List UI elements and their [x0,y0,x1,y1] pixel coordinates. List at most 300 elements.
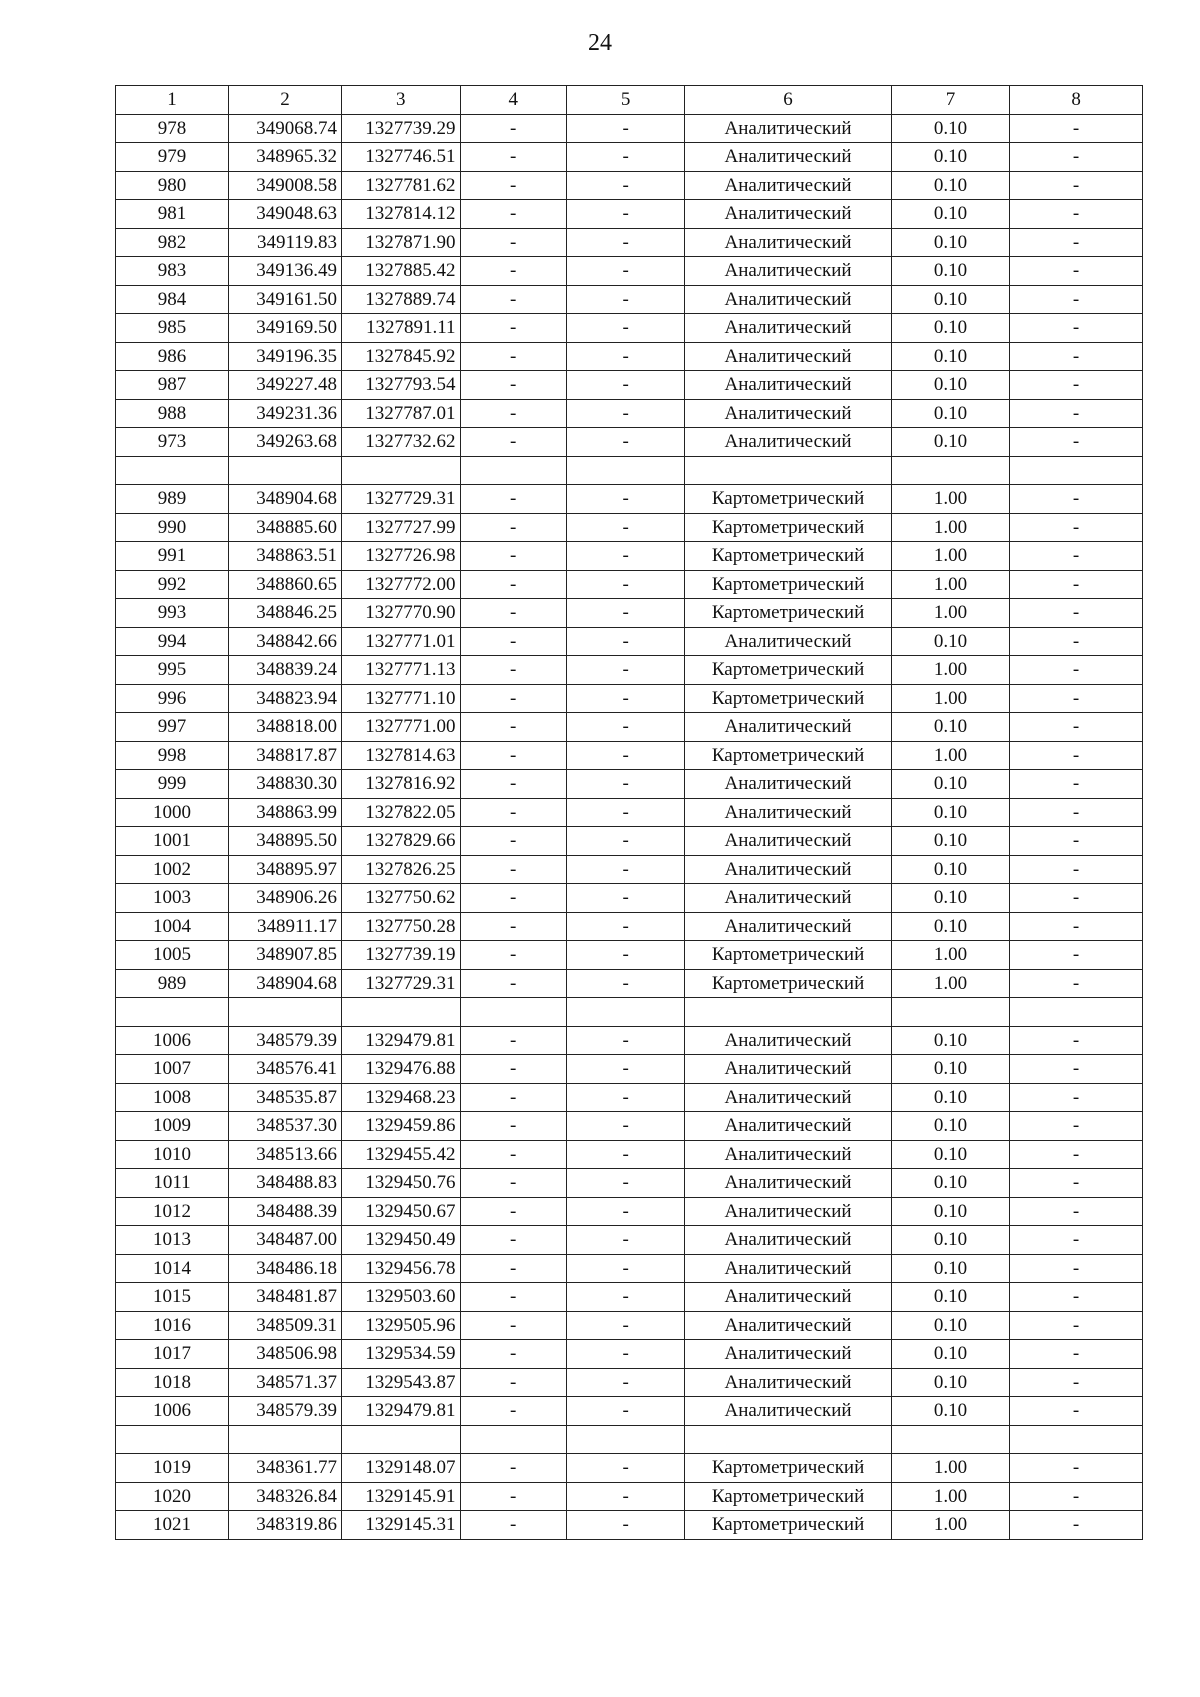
cell-x-coordinate: 348907.85 [229,941,342,970]
cell-point-number: 998 [116,741,229,770]
cell-col-4: - [460,684,566,713]
cell-col-4: - [460,1226,566,1255]
cell-x-coordinate: 348513.66 [229,1140,342,1169]
cell-col-5: - [566,428,685,457]
cell-y-coordinate: 1327829.66 [342,827,461,856]
cell-col-8: - [1010,1454,1143,1483]
table-row [116,1226,1143,1255]
cell-y-coordinate: 1327885.42 [342,257,461,286]
cell-col-8: - [1010,171,1143,200]
column-header-3: 3 [342,86,461,115]
cell-x-coordinate: 348488.39 [229,1197,342,1226]
cell-point-number: 994 [116,627,229,656]
cell-method [685,456,891,485]
cell-y-coordinate: 1329468.23 [342,1083,461,1112]
cell-y-coordinate: 1327770.90 [342,599,461,628]
cell-point-number: 1012 [116,1197,229,1226]
cell-col-5: - [566,1311,685,1340]
cell-point-number: 1009 [116,1112,229,1141]
cell-x-coordinate: 348904.68 [229,969,342,998]
cell-col-4: - [460,1511,566,1540]
cell-col-4 [460,1425,566,1454]
cell-col-4: - [460,884,566,913]
cell-x-coordinate: 348904.68 [229,485,342,514]
cell-col-8: - [1010,570,1143,599]
cell-col-8: - [1010,1254,1143,1283]
cell-x-coordinate: 348895.97 [229,855,342,884]
table-row [116,200,1143,229]
cell-col-4: - [460,542,566,571]
cell-col-8: - [1010,1397,1143,1426]
cell-col-4: - [460,1197,566,1226]
cell-y-coordinate: 1327750.28 [342,912,461,941]
cell-x-coordinate: 348535.87 [229,1083,342,1112]
cell-accuracy: 0.10 [891,114,1010,143]
cell-col-4: - [460,257,566,286]
cell-col-8: - [1010,428,1143,457]
cell-method: Аналитический [685,1311,891,1340]
cell-y-coordinate: 1327781.62 [342,171,461,200]
cell-accuracy [891,1425,1010,1454]
cell-col-5: - [566,741,685,770]
cell-method: Аналитический [685,1283,891,1312]
cell-col-4: - [460,342,566,371]
cell-method: Аналитический [685,627,891,656]
cell-accuracy: 1.00 [891,570,1010,599]
cell-col-8 [1010,456,1143,485]
cell-col-4: - [460,314,566,343]
cell-method: Картометрический [685,656,891,685]
table-row [116,114,1143,143]
cell-point-number: 987 [116,371,229,400]
cell-col-5: - [566,1511,685,1540]
cell-method: Картометрический [685,570,891,599]
cell-col-4 [460,998,566,1027]
cell-point-number [116,1425,229,1454]
cell-col-5: - [566,827,685,856]
cell-method: Аналитический [685,713,891,742]
cell-col-5 [566,456,685,485]
cell-point-number: 1006 [116,1026,229,1055]
cell-method: Аналитический [685,1340,891,1369]
cell-col-8: - [1010,200,1143,229]
table-row [116,1368,1143,1397]
cell-y-coordinate: 1327772.00 [342,570,461,599]
cell-accuracy: 0.10 [891,1340,1010,1369]
cell-x-coordinate: 348571.37 [229,1368,342,1397]
cell-point-number: 989 [116,485,229,514]
cell-point-number: 981 [116,200,229,229]
cell-x-coordinate: 349008.58 [229,171,342,200]
cell-accuracy: 1.00 [891,1454,1010,1483]
cell-method: Аналитический [685,1026,891,1055]
cell-col-5: - [566,941,685,970]
cell-x-coordinate: 348486.18 [229,1254,342,1283]
cell-col-8: - [1010,1055,1143,1084]
cell-col-4: - [460,827,566,856]
cell-y-coordinate: 1327891.11 [342,314,461,343]
cell-accuracy: 0.10 [891,1283,1010,1312]
cell-col-4: - [460,770,566,799]
table-row [116,1169,1143,1198]
cell-method: Аналитический [685,285,891,314]
cell-method: Аналитический [685,798,891,827]
cell-method: Аналитический [685,1140,891,1169]
table-row [116,143,1143,172]
cell-col-8: - [1010,257,1143,286]
cell-col-4: - [460,941,566,970]
cell-y-coordinate: 1329145.31 [342,1511,461,1540]
cell-x-coordinate: 349048.63 [229,200,342,229]
cell-col-8: - [1010,114,1143,143]
cell-x-coordinate: 348846.25 [229,599,342,628]
cell-point-number: 1017 [116,1340,229,1369]
cell-col-4: - [460,485,566,514]
cell-method: Картометрический [685,513,891,542]
cell-col-8: - [1010,855,1143,884]
cell-x-coordinate: 348906.26 [229,884,342,913]
table-row [116,371,1143,400]
cell-col-8: - [1010,1482,1143,1511]
cell-point-number: 1014 [116,1254,229,1283]
table-row [116,656,1143,685]
cell-y-coordinate: 1329459.86 [342,1112,461,1141]
cell-accuracy: 0.10 [891,285,1010,314]
cell-y-coordinate: 1329534.59 [342,1340,461,1369]
cell-x-coordinate: 349136.49 [229,257,342,286]
cell-accuracy: 0.10 [891,1226,1010,1255]
cell-accuracy: 0.10 [891,1112,1010,1141]
cell-accuracy: 1.00 [891,1482,1010,1511]
cell-method: Аналитический [685,257,891,286]
cell-accuracy: 0.10 [891,342,1010,371]
cell-y-coordinate: 1327729.31 [342,969,461,998]
cell-y-coordinate: 1327771.13 [342,656,461,685]
cell-x-coordinate: 349119.83 [229,228,342,257]
cell-accuracy: 0.10 [891,713,1010,742]
cell-col-4: - [460,228,566,257]
cell-y-coordinate: 1329145.91 [342,1482,461,1511]
table-row [116,342,1143,371]
cell-point-number [116,456,229,485]
cell-accuracy: 1.00 [891,513,1010,542]
cell-col-8: - [1010,741,1143,770]
cell-point-number: 985 [116,314,229,343]
table-row [116,627,1143,656]
cell-col-8: - [1010,1083,1143,1112]
cell-x-coordinate: 348830.30 [229,770,342,799]
cell-col-5: - [566,228,685,257]
cell-col-8: - [1010,1340,1143,1369]
cell-y-coordinate: 1327739.29 [342,114,461,143]
cell-col-5: - [566,969,685,998]
cell-accuracy: 1.00 [891,656,1010,685]
table-row [116,798,1143,827]
cell-col-4: - [460,1340,566,1369]
cell-accuracy: 0.10 [891,314,1010,343]
cell-col-5: - [566,513,685,542]
cell-col-5: - [566,1254,685,1283]
cell-y-coordinate: 1327816.92 [342,770,461,799]
cell-accuracy: 1.00 [891,969,1010,998]
column-header-6: 6 [685,86,891,115]
cell-point-number: 978 [116,114,229,143]
cell-x-coordinate: 348911.17 [229,912,342,941]
cell-col-8: - [1010,1140,1143,1169]
cell-x-coordinate: 348579.39 [229,1397,342,1426]
cell-col-4: - [460,1112,566,1141]
cell-point-number: 986 [116,342,229,371]
cell-col-5: - [566,884,685,913]
cell-method: Аналитический [685,342,891,371]
cell-point-number: 1010 [116,1140,229,1169]
cell-x-coordinate: 348506.98 [229,1340,342,1369]
cell-col-4: - [460,1254,566,1283]
cell-y-coordinate: 1329450.49 [342,1226,461,1255]
cell-method: Аналитический [685,171,891,200]
cell-y-coordinate: 1327826.25 [342,855,461,884]
cell-col-4: - [460,1083,566,1112]
cell-col-5 [566,998,685,1027]
cell-col-5: - [566,1112,685,1141]
cell-accuracy [891,998,1010,1027]
cell-x-coordinate: 349227.48 [229,371,342,400]
cell-col-5: - [566,143,685,172]
cell-y-coordinate: 1327729.31 [342,485,461,514]
cell-col-8: - [1010,1368,1143,1397]
cell-col-8: - [1010,912,1143,941]
cell-col-8: - [1010,684,1143,713]
cell-y-coordinate: 1327822.05 [342,798,461,827]
cell-col-4: - [460,1055,566,1084]
table-row [116,969,1143,998]
cell-col-5: - [566,1482,685,1511]
cell-accuracy: 0.10 [891,228,1010,257]
column-header-7: 7 [891,86,1010,115]
table-row [116,1311,1143,1340]
table-row [116,1055,1143,1084]
cell-method: Картометрический [685,1454,891,1483]
cell-accuracy: 0.10 [891,798,1010,827]
cell-method: Картометрический [685,599,891,628]
cell-method: Аналитический [685,314,891,343]
cell-y-coordinate: 1327750.62 [342,884,461,913]
cell-point-number: 1007 [116,1055,229,1084]
cell-method [685,1425,891,1454]
table-row [116,912,1143,941]
cell-accuracy: 0.10 [891,399,1010,428]
table-row [116,1482,1143,1511]
cell-col-5: - [566,542,685,571]
cell-x-coordinate: 348839.24 [229,656,342,685]
cell-y-coordinate [342,1425,461,1454]
table-row [116,171,1143,200]
cell-col-8: - [1010,1112,1143,1141]
cell-col-5: - [566,627,685,656]
cell-method: Аналитический [685,228,891,257]
cell-accuracy: 0.10 [891,1254,1010,1283]
cell-accuracy: 0.10 [891,884,1010,913]
cell-col-4: - [460,1368,566,1397]
table-row [116,1026,1143,1055]
cell-x-coordinate: 348863.51 [229,542,342,571]
cell-col-8: - [1010,884,1143,913]
separator-row [116,456,1143,485]
cell-x-coordinate: 349196.35 [229,342,342,371]
cell-point-number: 991 [116,542,229,571]
cell-method: Аналитический [685,1197,891,1226]
cell-col-5: - [566,399,685,428]
cell-col-4: - [460,912,566,941]
cell-accuracy: 1.00 [891,599,1010,628]
cell-point-number: 1021 [116,1511,229,1540]
column-header-4: 4 [460,86,566,115]
table-row [116,513,1143,542]
cell-y-coordinate: 1327871.90 [342,228,461,257]
cell-y-coordinate: 1327739.19 [342,941,461,970]
cell-col-8: - [1010,399,1143,428]
cell-col-5: - [566,684,685,713]
cell-point-number: 1011 [116,1169,229,1198]
cell-y-coordinate: 1327845.92 [342,342,461,371]
cell-method: Аналитический [685,884,891,913]
cell-point-number [116,998,229,1027]
column-header-1: 1 [116,86,229,115]
cell-col-4: - [460,200,566,229]
table-row [116,1197,1143,1226]
cell-col-4: - [460,713,566,742]
cell-x-coordinate: 348576.41 [229,1055,342,1084]
cell-x-coordinate [229,456,342,485]
cell-col-4: - [460,741,566,770]
cell-y-coordinate: 1327746.51 [342,143,461,172]
cell-col-4: - [460,1311,566,1340]
cell-accuracy: 0.10 [891,627,1010,656]
cell-col-8: - [1010,143,1143,172]
cell-point-number: 1019 [116,1454,229,1483]
cell-y-coordinate: 1329479.81 [342,1026,461,1055]
cell-col-4: - [460,371,566,400]
cell-point-number: 1006 [116,1397,229,1426]
cell-y-coordinate: 1329476.88 [342,1055,461,1084]
cell-col-8: - [1010,798,1143,827]
column-header-2: 2 [229,86,342,115]
cell-method: Картометрический [685,941,891,970]
cell-point-number: 1004 [116,912,229,941]
cell-x-coordinate: 349231.36 [229,399,342,428]
cell-accuracy: 0.10 [891,257,1010,286]
cell-x-coordinate [229,1425,342,1454]
cell-point-number: 1002 [116,855,229,884]
cell-col-4: - [460,1454,566,1483]
cell-point-number: 984 [116,285,229,314]
cell-col-8 [1010,1425,1143,1454]
cell-col-4: - [460,570,566,599]
cell-col-5: - [566,570,685,599]
table-row [116,399,1143,428]
cell-method: Картометрический [685,684,891,713]
cell-method: Аналитический [685,770,891,799]
cell-x-coordinate: 348818.00 [229,713,342,742]
cell-col-8: - [1010,1197,1143,1226]
cell-col-8: - [1010,770,1143,799]
cell-point-number: 1005 [116,941,229,970]
cell-col-4: - [460,1283,566,1312]
cell-method: Аналитический [685,200,891,229]
cell-point-number: 1020 [116,1482,229,1511]
cell-x-coordinate: 348509.31 [229,1311,342,1340]
cell-accuracy: 0.10 [891,912,1010,941]
cell-point-number: 1013 [116,1226,229,1255]
table-row [116,1454,1143,1483]
cell-point-number: 1001 [116,827,229,856]
cell-y-coordinate: 1327814.12 [342,200,461,229]
cell-col-5: - [566,1169,685,1198]
cell-col-5: - [566,114,685,143]
cell-method: Аналитический [685,1112,891,1141]
table-row [116,1112,1143,1141]
cell-col-4 [460,456,566,485]
cell-col-5: - [566,485,685,514]
cell-point-number: 980 [116,171,229,200]
cell-col-4: - [460,1482,566,1511]
cell-accuracy: 0.10 [891,171,1010,200]
cell-method: Аналитический [685,855,891,884]
cell-method: Аналитический [685,1226,891,1255]
cell-method: Аналитический [685,143,891,172]
cell-col-5: - [566,257,685,286]
cell-x-coordinate: 348885.60 [229,513,342,542]
cell-point-number: 1015 [116,1283,229,1312]
cell-x-coordinate: 348579.39 [229,1026,342,1055]
table-row [116,827,1143,856]
cell-accuracy: 1.00 [891,1511,1010,1540]
cell-x-coordinate: 348488.83 [229,1169,342,1198]
cell-method: Аналитический [685,1169,891,1198]
cell-col-5: - [566,1226,685,1255]
cell-x-coordinate: 348895.50 [229,827,342,856]
cell-col-5: - [566,599,685,628]
cell-col-8: - [1010,1511,1143,1540]
cell-y-coordinate: 1327771.00 [342,713,461,742]
cell-col-5 [566,1425,685,1454]
cell-y-coordinate: 1327726.98 [342,542,461,571]
cell-col-8: - [1010,1026,1143,1055]
cell-point-number: 997 [116,713,229,742]
cell-col-4: - [460,143,566,172]
cell-col-4: - [460,513,566,542]
cell-point-number: 1008 [116,1083,229,1112]
cell-method: Аналитический [685,399,891,428]
table-row [116,713,1143,742]
cell-col-5: - [566,912,685,941]
cell-col-8: - [1010,1226,1143,1255]
separator-row [116,1425,1143,1454]
cell-method: Аналитический [685,827,891,856]
cell-col-8: - [1010,941,1143,970]
cell-y-coordinate: 1327889.74 [342,285,461,314]
cell-col-4: - [460,599,566,628]
cell-col-5: - [566,1454,685,1483]
cell-col-8: - [1010,542,1143,571]
cell-col-4: - [460,855,566,884]
cell-x-coordinate: 348965.32 [229,143,342,172]
cell-col-8: - [1010,228,1143,257]
cell-col-5: - [566,713,685,742]
cell-x-coordinate: 349161.50 [229,285,342,314]
cell-y-coordinate: 1329455.42 [342,1140,461,1169]
table-row [116,884,1143,913]
